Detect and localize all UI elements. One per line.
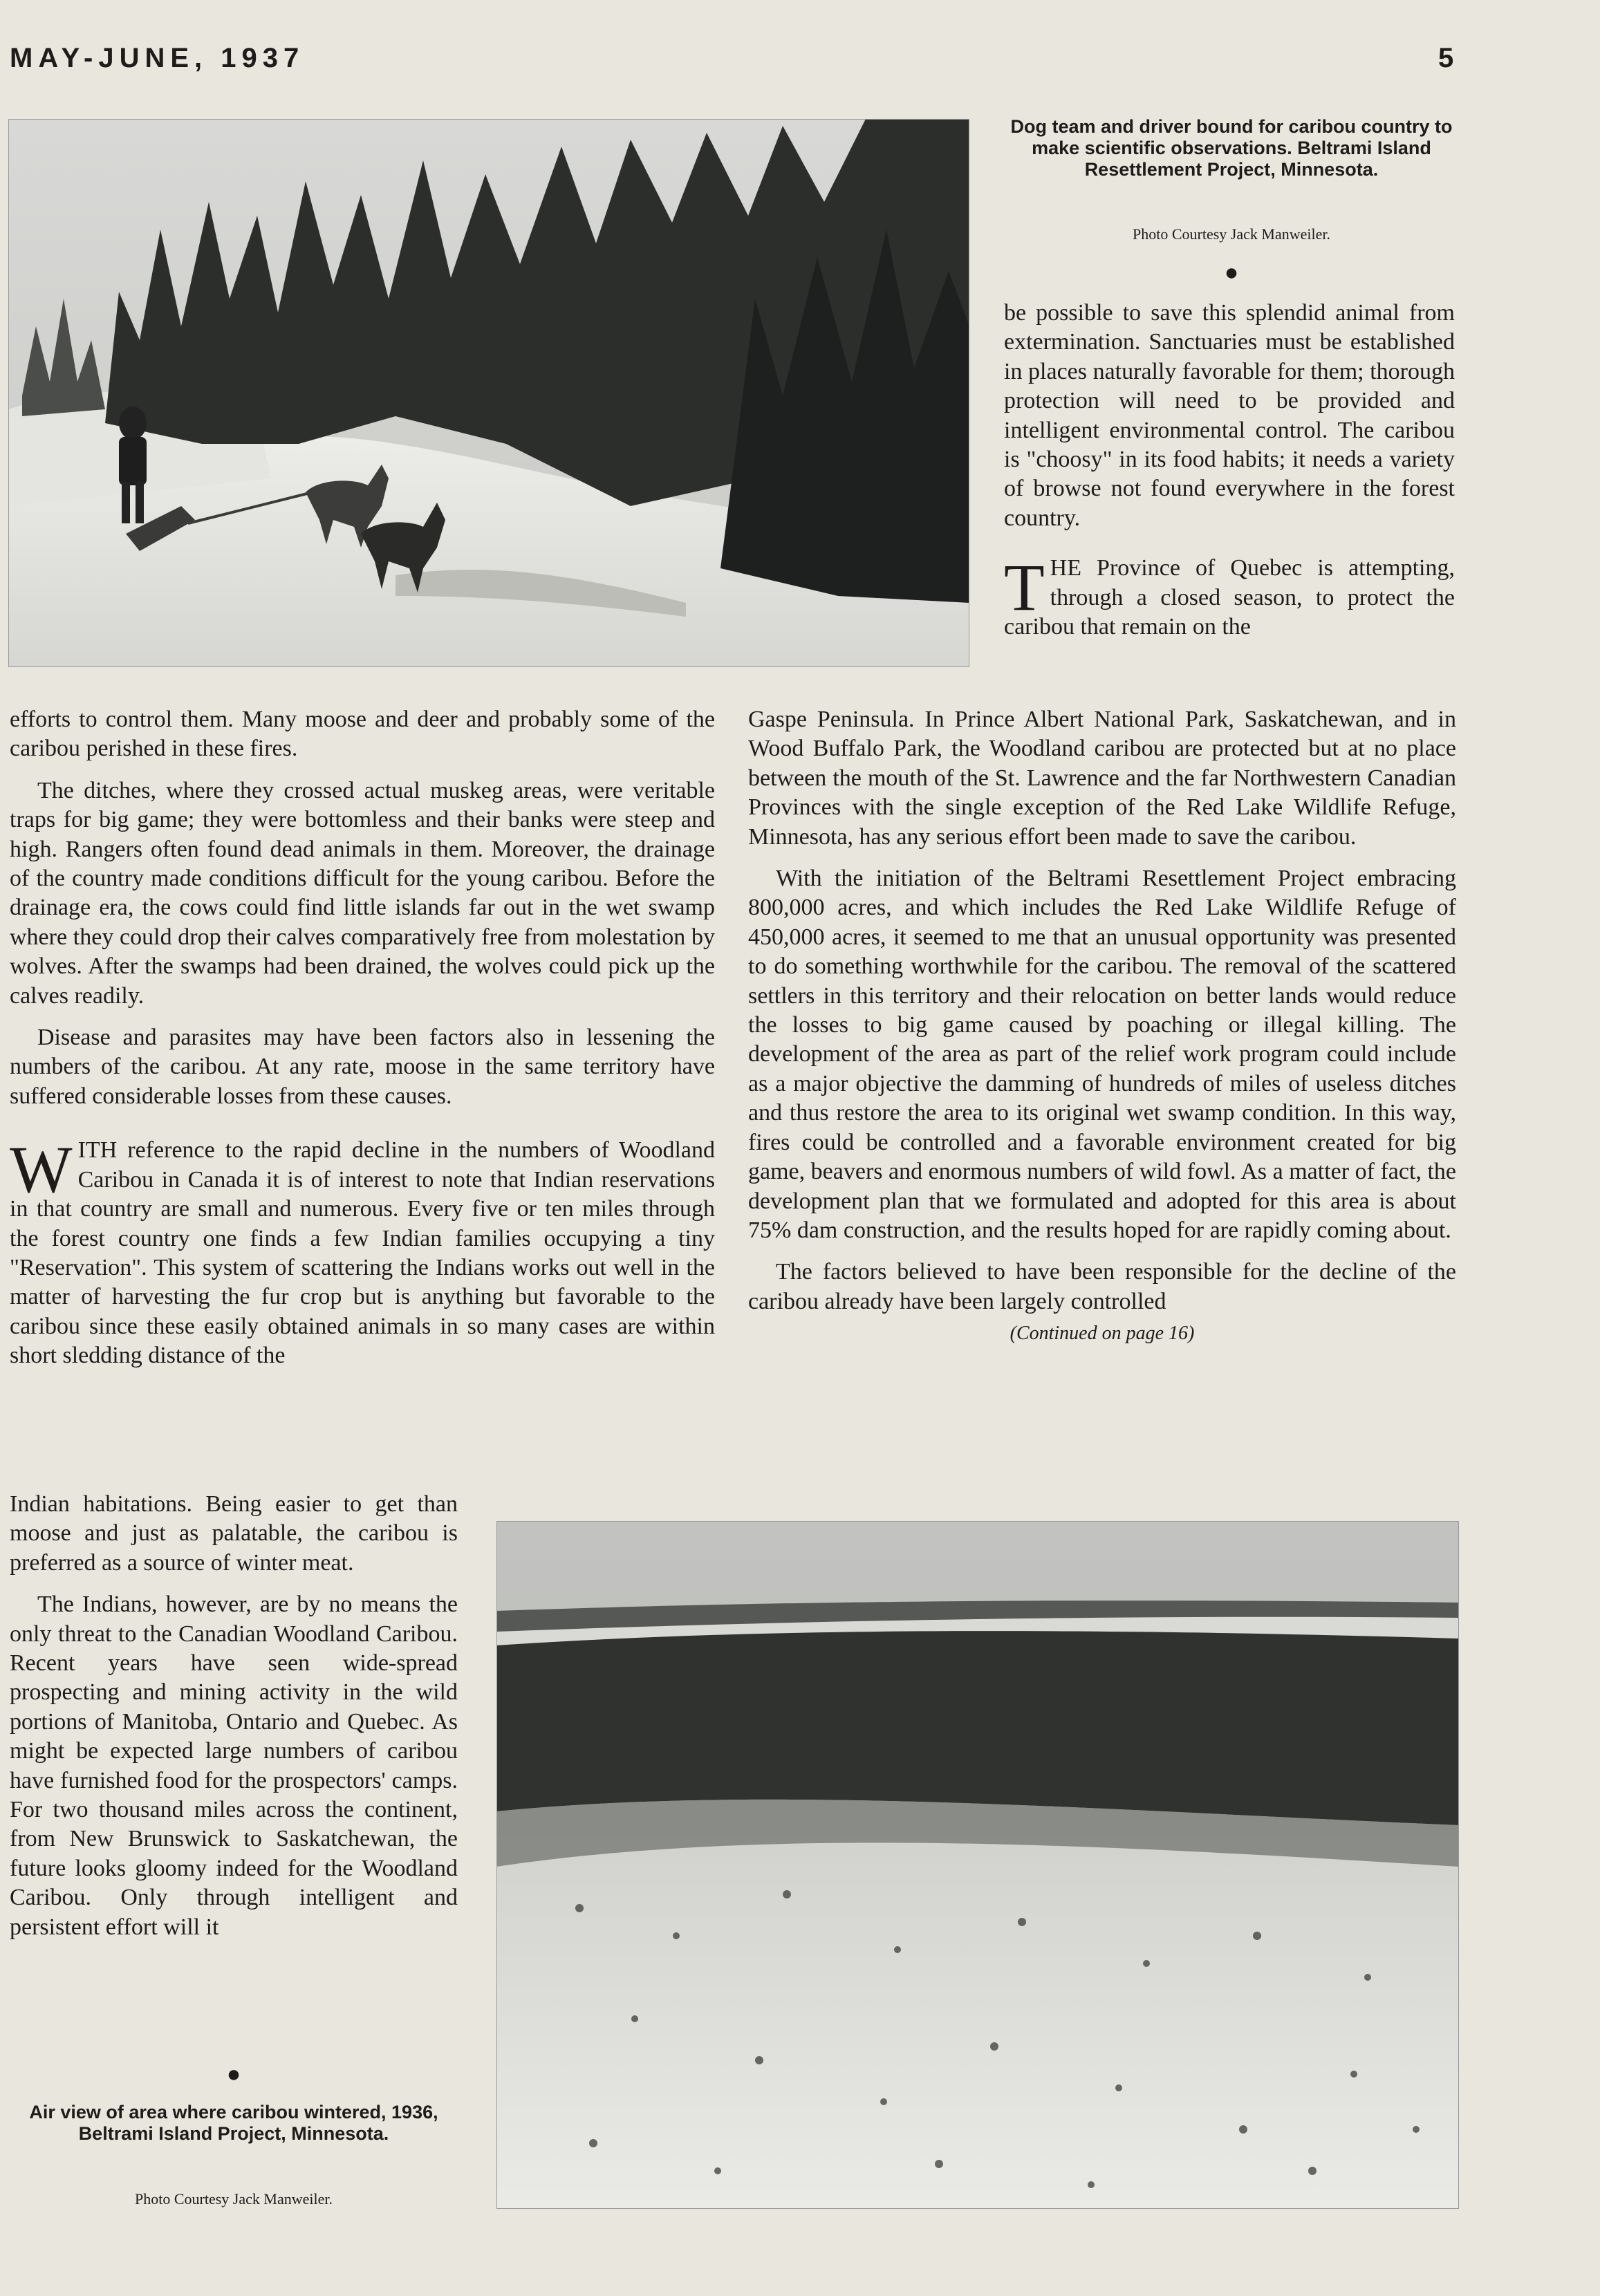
- aerial-view-photo: [496, 1521, 1459, 2209]
- separator-bullet-bottom: ●: [226, 2062, 241, 2087]
- left-column-text: [10, 705, 715, 1371]
- paragraph-fires: efforts to control them. Many moose and deer and probably some of the caribou perished in these fires.: [10, 707, 715, 762]
- paragraph-beltrami: With the initiation of the Beltrami Resettlement Project embracing 800,000 acres, and which includes the Red Lake Wildlife Refuge of 450,000 acres, it seemed to me that an unusual opportunity was presented to do something worthwhile for the caribou. The removal of the scattered settlers in this territory and their relocation on better lands would reduce the losses to big game caused by poaching or illegal killing. The development of the area as part of the relief work program could include as a major objective the damming of hundreds of miles of useless ditches and thus restore the area to its original wet swamp condition. In this way, fires could be controlled and a favorable environment created for big game, beavers and enormous numbers of wild fowl. As a matter of fact, the development plan that we formulated and adopted for this area is about 75% dam construction, and the results hoped for are rapidly coming about.: [748, 866, 1456, 1243]
- left-narrow-column-text: [10, 1490, 458, 1954]
- paragraph-gaspe: Gaspe Peninsula. In Prince Albert National Park, Saskatchewan, and in Wood Buffalo Park, the Woodland caribou are protected but at no place between the mouth of the St. Lawrence and the far Northwestern Canadian Provinces with the single exception of the Red Lake Wildlife Refuge, Minnesota, has any serious effort been made to save the caribou.: [748, 707, 1456, 850]
- dog-team-photo: [8, 119, 969, 667]
- paragraph-quebec-start: [1004, 550, 1455, 642]
- aerial-view-photo-graphic: [496, 1521, 1459, 2209]
- bottom-photo-credit: Photo Courtesy Jack Manweiler.: [135, 2190, 333, 2208]
- dropcap-w: W: [10, 1132, 73, 1207]
- paragraph-ditches: The ditches, where they crossed actual muskeg areas, were veritable traps for big game; they were bottomless and their banks were steep and high. Rangers often found dead animals in them. Moreover, the drainage of the country made conditions difficult for the young caribou. Before the drainage era, the cows could find little islands far out in the wet swamp where they could drop their calves comparatively free from molestation by wolves. After the swamps had been drained, the wolves could pick up the calves readily.: [10, 777, 715, 1009]
- paragraph-factors: The factors believed to have been responsible for the decline of the caribou already have been largely controlled: [748, 1259, 1456, 1314]
- dropcap-t: T: [1004, 550, 1045, 625]
- top-photo-caption: Dog team and driver bound for caribou country to make scientific observations. Beltrami Island Resettlement Project, Minnesota.: [1010, 116, 1453, 180]
- paragraph-indian-reservations-text: ITH reference to the rapid decline in the numbers of Woodland Caribou in Canada it is of interest to note that Indian reservations in that country are small and numerous. Every five or ten miles through the forest country one finds a few Indian families occupying a tiny "Reservation". This system of scattering the Indians works out well in the matter of harvesting the fur crop but is anything but favorable to the caribou since these easily obtained animals in so many cases are within short sledding distance of the: [10, 1137, 715, 1369]
- separator-bullet-top: ●: [1224, 260, 1239, 286]
- paragraph-indian-habitations: Indian habitations. Being easier to get than moose and just as palatable, the caribou is preferred as a source of winter meat.: [10, 1491, 458, 1576]
- dog-team-photo-graphic: [8, 119, 969, 667]
- right-column-text: [748, 705, 1456, 1349]
- top-photo-credit: Photo Courtesy Jack Manweiler.: [1133, 225, 1330, 243]
- paragraph-extermination: be possible to save this splendid animal from extermination. Sanctuaries must be established in places naturally favorable for them; thorough protection will need to be provided and intelligent environmental control. The caribou is "choosy" in its food habits; it needs a variety of browse not found everywhere in the forest country.: [1004, 300, 1455, 531]
- page-number: 5: [1438, 43, 1454, 73]
- right-column-top-text: [1004, 299, 1455, 642]
- paragraph-indian-reservations: [10, 1132, 715, 1370]
- paragraph-disease: Disease and parasites may have been factors also in lessening the numbers of the caribou. At any rate, moose in the same territory have suffered considerable losses from these causes.: [10, 1025, 715, 1109]
- running-header-date: MAY-JUNE, 1937: [10, 43, 305, 73]
- paragraph-quebec-text: HE Province of Quebec is attempting, through a closed season, to protect the caribou that remain on the: [1004, 555, 1455, 640]
- paragraph-prospecting: The Indians, however, are by no means the only threat to the Canadian Woodland Caribou. Recent years have seen wide-spread prospecting and mining activity in the wild portions of Manitoba, Ontario and Quebec. As might be expected large numbers of caribou have furnished food for the prospectors' camps. For two thousand miles across the continent, from New Brunswick to Saskatchewan, the future looks gloomy indeed for the Woodland Caribou. Only through intelligent and persistent effort will it: [10, 1592, 458, 1940]
- bottom-photo-caption: Air view of area where caribou wintered, 1936, Beltrami Island Project, Minnesota.: [29, 2102, 438, 2144]
- continued-note: (Continued on page 16): [1010, 1323, 1195, 1345]
